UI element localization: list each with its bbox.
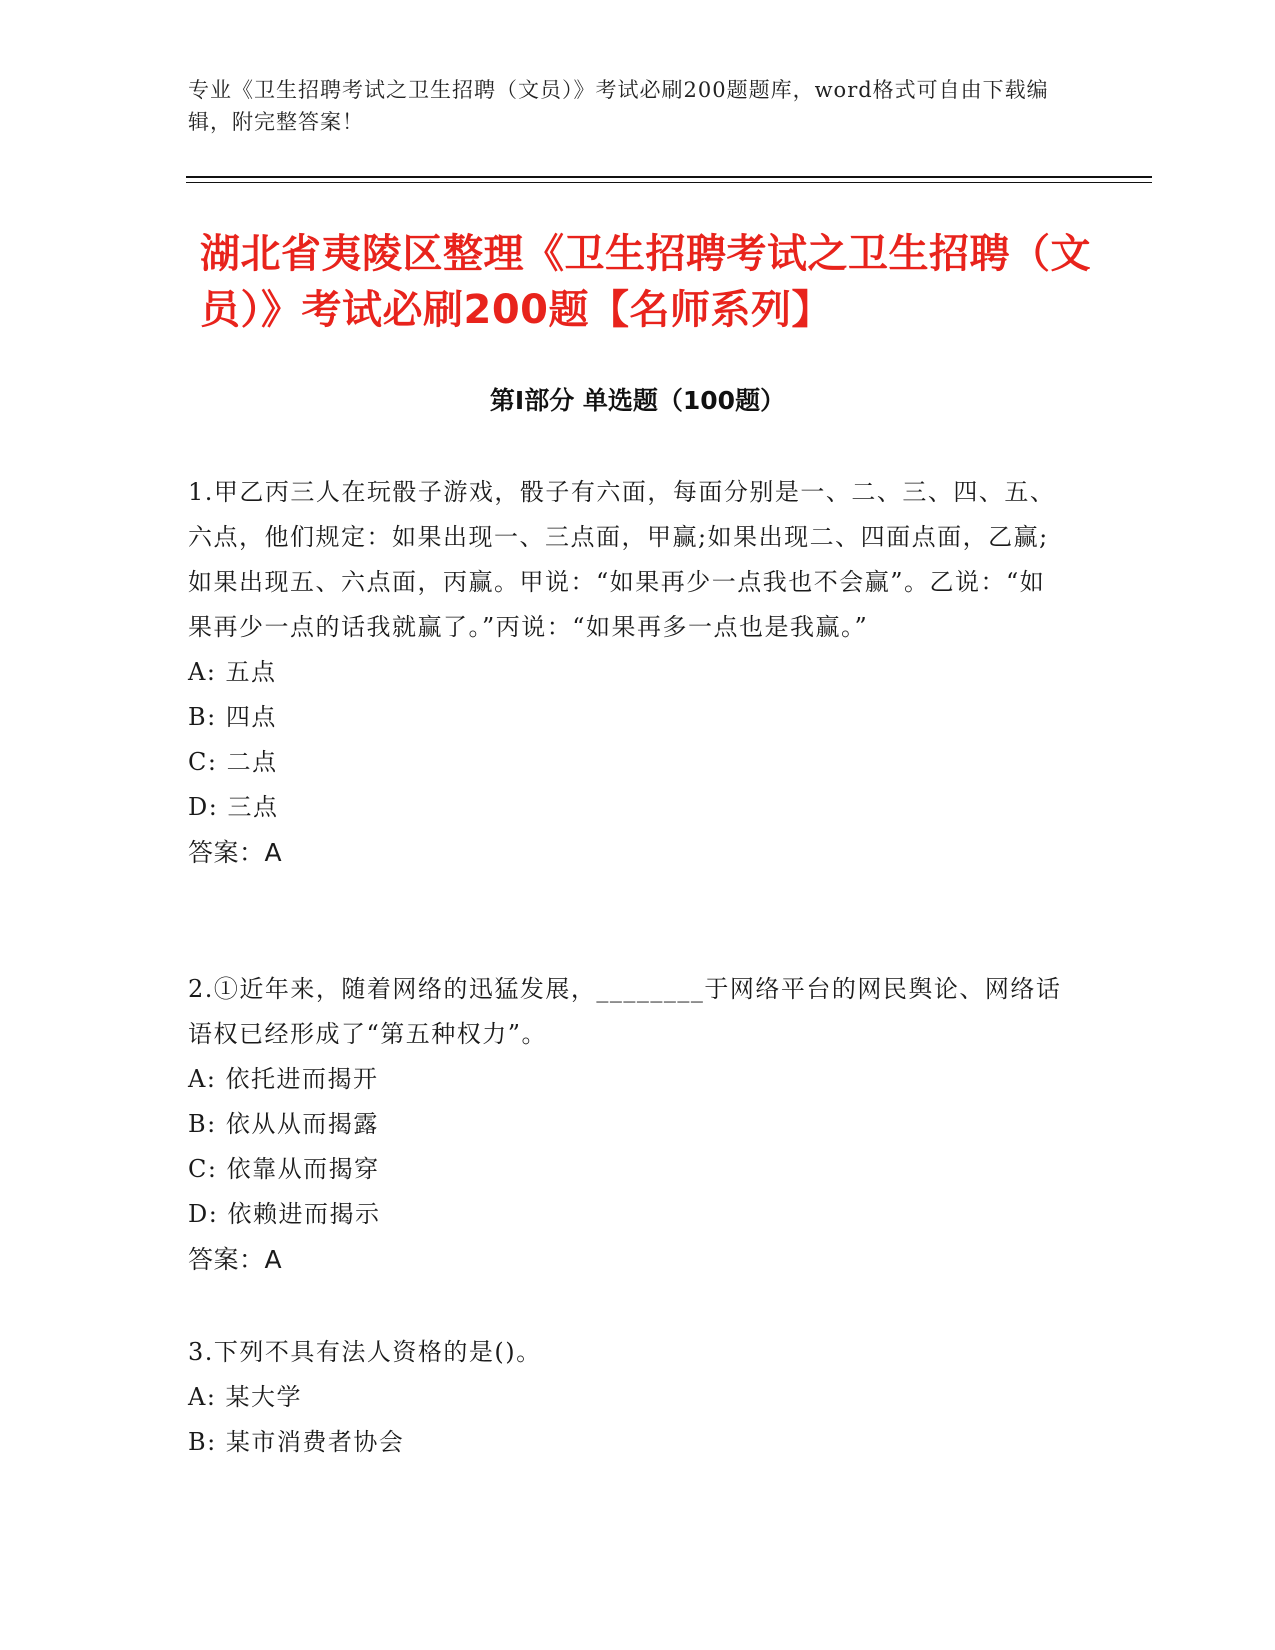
question-text: 3.下列不具有法人资格的是()。 [188, 1338, 542, 1366]
question-block [188, 1330, 1068, 1465]
answer-line: 答案：A [188, 1245, 283, 1274]
section-title: 第I部分 单选题（100题） [489, 386, 786, 415]
document-title: 湖北省夷陵区整理《卫生招聘考试之卫生招聘（文员）》考试必刷200题【名师系列】 [200, 231, 1091, 333]
option-b: B: 某市消费者协会 [188, 1428, 405, 1456]
header-divider-thin [186, 182, 1152, 183]
option-c: C: 依靠从而揭穿 [188, 1155, 380, 1183]
option-b: B: 四点 [188, 703, 277, 731]
option-a: A: 依托进而揭开 [188, 1065, 379, 1093]
question-text: 1.甲乙丙三人在玩骰子游戏，骰子有六面，每面分别是一、二、三、四、五、六点，他们规定：如果出现一、三点面，甲赢;如果出现二、四面点面，乙赢;如果出现五、六点面，丙赢。甲说：“如果再少一点我也不会赢”。乙说：“如果再少一点的话我就赢了。”丙说：“如果再多一点也是我赢。” [188, 478, 1056, 641]
option-a: A: 某大学 [188, 1383, 303, 1411]
question-block [188, 967, 1068, 1282]
option-b: B: 依从从而揭露 [188, 1110, 379, 1138]
option-a: A: 五点 [188, 658, 277, 686]
header-divider-thick [186, 176, 1152, 178]
header-note: 专业《卫生招聘考试之卫生招聘（文员）》考试必刷200题题库，word格式可自由下载编辑，附完整答案！ [188, 78, 1049, 134]
option-d: D: 依赖进而揭示 [188, 1200, 381, 1228]
answer-line: 答案：A [188, 838, 283, 867]
question-text: 2.①近年来，随着网络的迅猛发展，________于网络平台的网民舆论、网络话语权已经形成了“第五种权力”。 [188, 975, 1062, 1048]
option-c: C: 二点 [188, 748, 278, 776]
option-d: D: 三点 [188, 793, 279, 821]
question-block [188, 470, 1068, 875]
